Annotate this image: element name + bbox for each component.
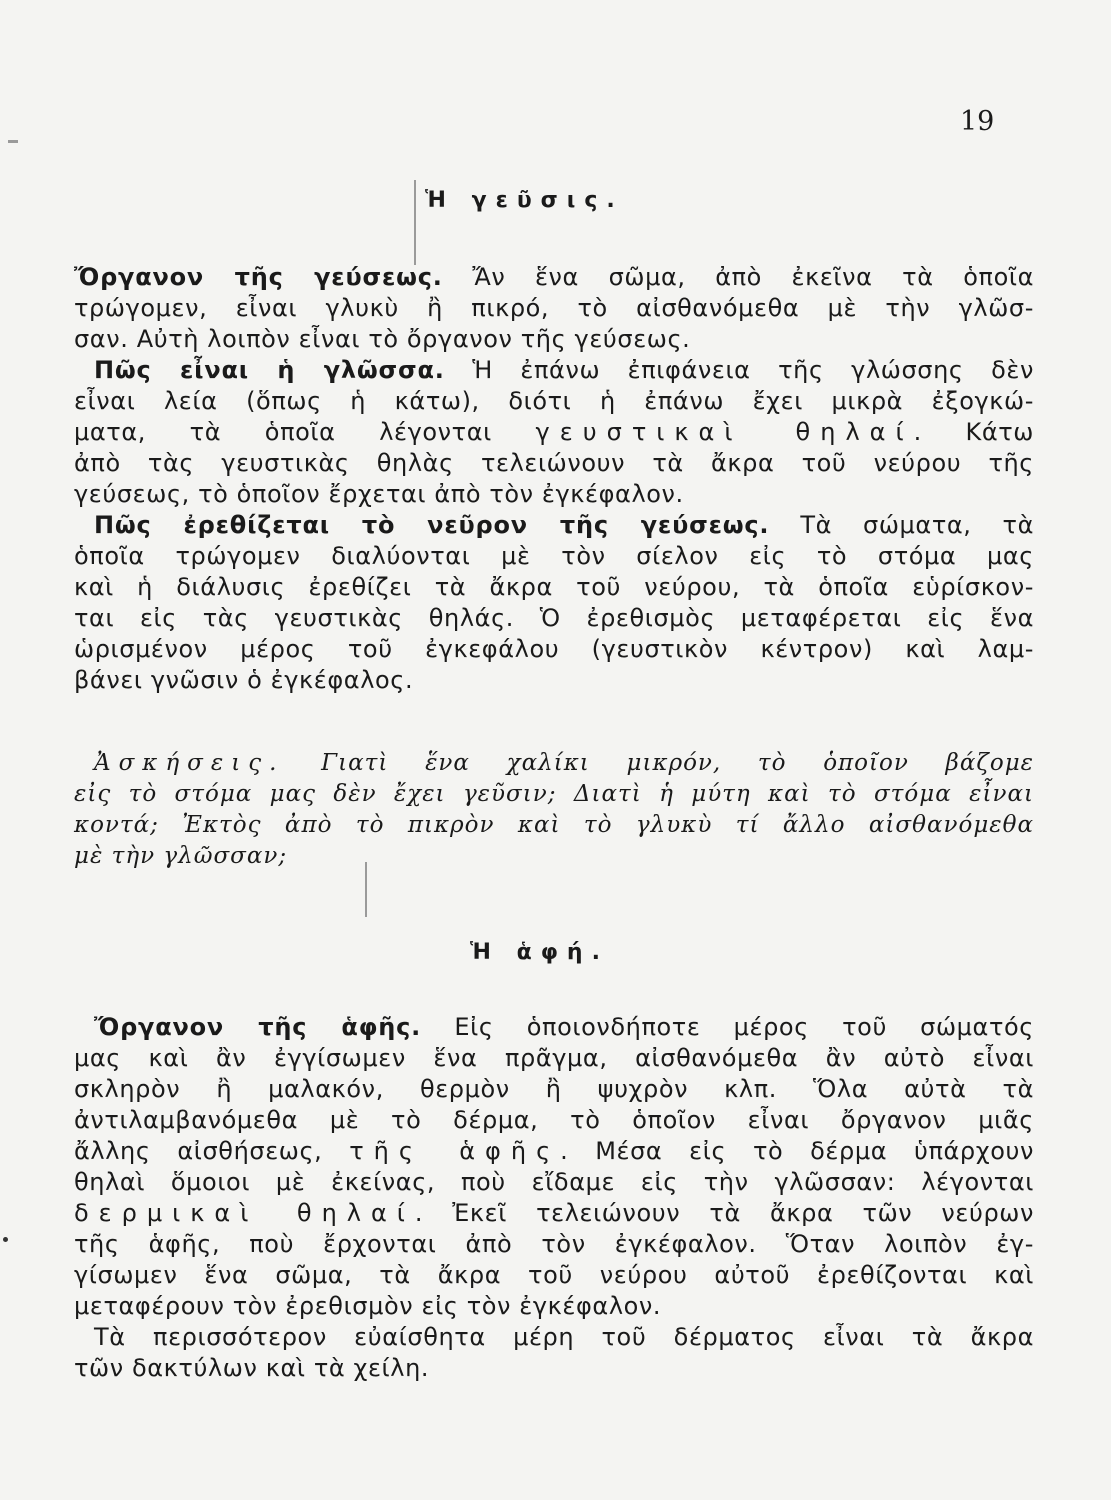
body-line: ὁποῖα τρώγομεν διαλύονται μὲ τὸν σίελον εἰς τὸ στόμα μας xyxy=(74,542,1034,570)
body-line: μας καὶ ἂν ἐγγίσωμεν ἕνα πρᾶγμα, αἰσθανόμεθα ἂν αὐτὸ εἶναι xyxy=(74,1044,1034,1072)
body-line: τῶν δακτύλων καὶ τὰ χείλη. xyxy=(74,1354,430,1382)
body-line: γίσωμεν ἕνα σῶμα, τὰ ἄκρα τοῦ νεύρου αὐτοῦ ἐρεθίζονται καὶ xyxy=(74,1261,1034,1289)
body-line: βάνει γνῶσιν ὁ ἐγκέφαλος. xyxy=(74,666,414,694)
exercise-line: Ἀσκήσεις. Γιατὶ ἕνα χαλίκι μικρόν, τὸ ὁποῖον βάζομε xyxy=(94,750,1034,776)
section-heading-taste: Ἡ γεῦσις. xyxy=(425,188,624,213)
body-line: τρώγομεν, εἶναι γλυκὺ ἢ πικρό, τὸ αἰσθανόμεθα μὲ τὴν γλῶσ- xyxy=(74,294,1034,322)
exercise-line: μὲ τὴν γλῶσσαν; xyxy=(74,843,288,869)
body-line: ματα, τὰ ὁποῖα λέγονται γευστικαὶ θηλαί. Κάτω xyxy=(74,418,1034,446)
page-number: 19 xyxy=(960,106,995,137)
run-in-heading: Πῶς ἐρεθίζεται τὸ νεῦρον τῆς γεύσεως. xyxy=(94,511,770,539)
body-line: ὡρισμένον μέρος τοῦ ἐγκεφάλου (γευστικὸν κέντρον) καὶ λαμ- xyxy=(74,635,1034,663)
run-in-heading: Ὄργανον τῆς ἁφῆς. xyxy=(94,1013,422,1041)
body-line: θηλαὶ ὅμοιοι μὲ ἐκείνας, ποὺ εἴδαμε εἰς τὴν γλῶσσαν: λέγονται xyxy=(74,1168,1034,1196)
body-line: τῆς ἁφῆς, ποὺ ἔρχονται ἀπὸ τὸν ἐγκέφαλον. Ὅταν λοιπὸν ἐγ- xyxy=(74,1230,1034,1258)
spaced-term: δερμικαὶ θηλαί xyxy=(74,1199,415,1227)
body-line: Τὰ περισσότερον εὐαίσθητα μέρη τοῦ δέρματος εἶναι τὰ ἄκρα xyxy=(94,1323,1034,1351)
body-line: Ὄργανον τῆς γεύσεως. Ἄν ἕνα σῶμα, ἀπὸ ἐκεῖνα τὰ ὁποῖα xyxy=(74,263,1034,291)
body-line: ἀντιλαμβανόμεθα μὲ τὸ δέρμα, τὸ ὁποῖον εἶναι ὄργανον μιᾶς xyxy=(74,1106,1034,1134)
taste-exercises xyxy=(74,748,1034,872)
exercise-line: κοντά; Ἐκτὸς ἀπὸ τὸ πικρὸν καὶ τὸ γλυκὺ τί ἄλλο αἰσθανόμεθα xyxy=(74,812,1034,838)
run-in-heading: Πῶς εἶναι ἡ γλῶσσα. xyxy=(94,356,445,384)
spaced-term: τῆς ἁφῆς xyxy=(349,1137,561,1165)
body-line: σαν. Αὐτὴ λοιπὸν εἶναι τὸ ὄργανον τῆς γεύσεως. xyxy=(74,325,691,353)
exercise-line: εἰς τὸ στόμα μας δὲν ἔχει γεῦσιν; Διατὶ ἡ μύτη καὶ τὸ στόμα εἶναι xyxy=(74,781,1034,807)
spaced-term: γευστικαὶ θηλαί xyxy=(535,418,914,446)
body-line: ται εἰς τὰς γευστικὰς θηλάς. Ὁ ἐρεθισμὸς μεταφέρεται εἰς ἕνα xyxy=(74,604,1034,632)
body-line: Ὄργανον τῆς ἁφῆς. Εἰς ὁποιονδήποτε μέρος τοῦ σώματός xyxy=(94,1013,1034,1041)
run-in-heading: Ὄργανον τῆς γεύσεως. xyxy=(74,263,443,291)
scan-crease-mark xyxy=(414,180,416,265)
body-line: εἶναι λεία (ὅπως ἡ κάτω), διότι ἡ ἐπάνω ἔχει μικρὰ ἐξογκώ- xyxy=(74,387,1034,415)
section-heading-touch: Ἡ ἁφή. xyxy=(470,940,609,965)
exercises-heading: Ἀσκήσεις. xyxy=(94,750,285,776)
touch-body xyxy=(74,1012,1034,1384)
body-line: καὶ ἡ διάλυσις ἐρεθίζει τὰ ἄκρα τοῦ νεύρου, τὰ ὁποῖα εὑρίσκον- xyxy=(74,573,1034,601)
body-line: γεύσεως, τὸ ὁποῖον ἔρχεται ἀπὸ τὸν ἐγκέφαλον. xyxy=(74,480,684,508)
body-line: ἀπὸ τὰς γευστικὰς θηλὰς τελειώνουν τὰ ἄκρα τοῦ νεύρου τῆς xyxy=(74,449,1034,477)
body-line: δερμικαὶ θηλαί. Ἐκεῖ τελειώνουν τὰ ἄκρα τῶν νεύρων xyxy=(74,1199,1034,1227)
taste-body xyxy=(74,262,1034,696)
body-line: μεταφέρουν τὸν ἐρεθισμὸν εἰς τὸν ἐγκέφαλον. xyxy=(74,1292,662,1320)
body-line: ἄλλης αἰσθήσεως, τῆς ἁφῆς. Μέσα εἰς τὸ δέρμα ὑπάρχουν xyxy=(74,1137,1034,1165)
body-line: Πῶς ἐρεθίζεται τὸ νεῦρον τῆς γεύσεως. Τὰ σώματα, τὰ xyxy=(94,511,1034,539)
body-line: Πῶς εἶναι ἡ γλῶσσα. Ἡ ἐπάνω ἐπιφάνεια τῆς γλώσσης δὲν xyxy=(94,356,1034,384)
body-line: σκληρὸν ἢ μαλακόν, θερμὸν ἢ ψυχρὸν κλπ. Ὅλα αὐτὰ τὰ xyxy=(74,1075,1034,1103)
scan-margin-mark xyxy=(8,140,18,143)
scan-margin-mark xyxy=(3,1237,8,1242)
